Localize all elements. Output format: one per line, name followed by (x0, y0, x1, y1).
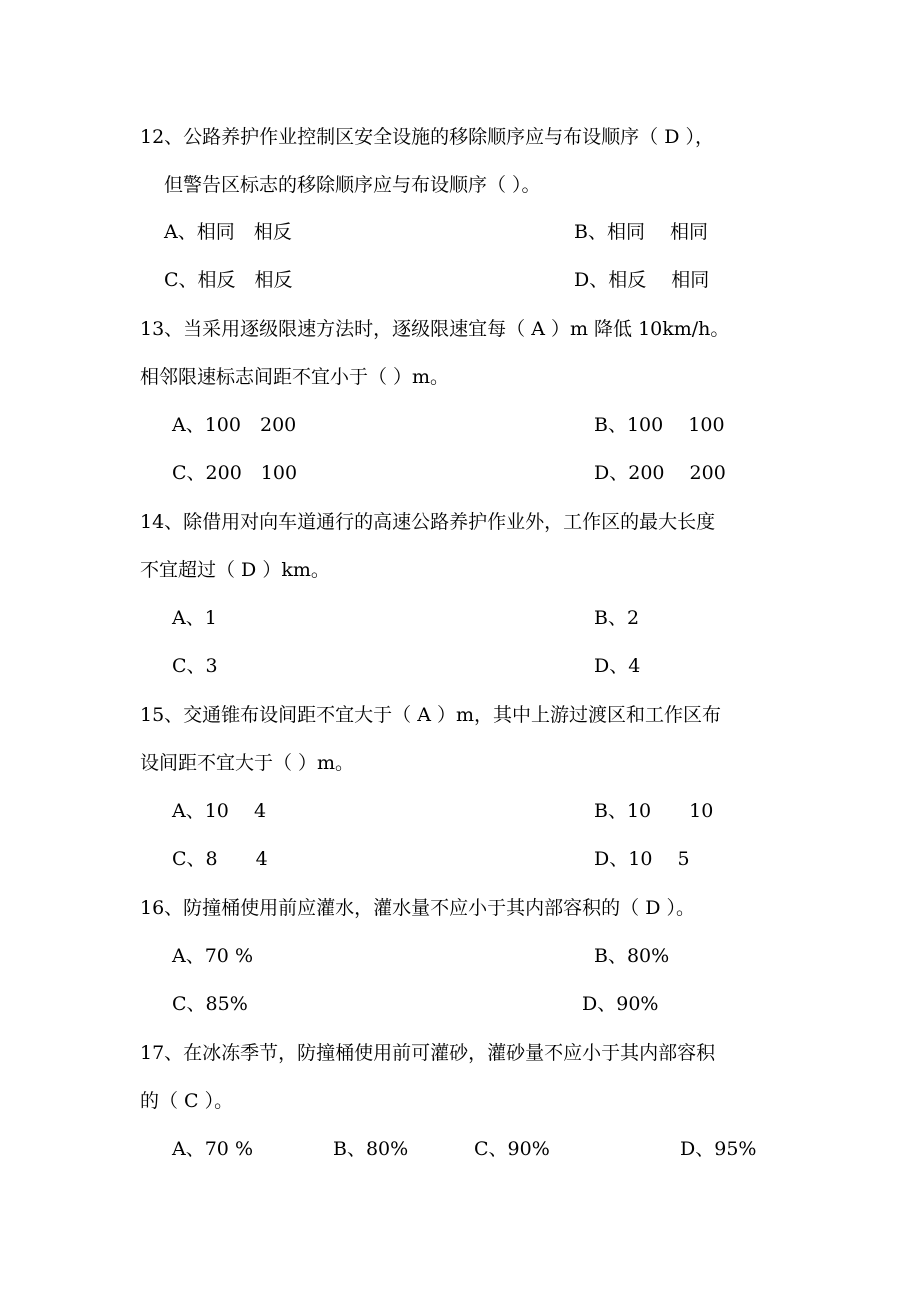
question-12-stem-line-2: 但警告区标志的移除顺序应与布设顺序（ ）。 (164, 174, 541, 196)
question-15-stem-line-2: 设间距不宜大于（ ）m。 (140, 752, 355, 774)
question-14-stem-line-1: 14、除借用对向车道通行的高速公路养护作业外，工作区的最大长度 (140, 511, 716, 533)
question-14-option-b: B、2 (594, 607, 640, 629)
question-14-option-c: C、3 (172, 655, 218, 677)
question-13-option-d: D、200 200 (594, 462, 726, 484)
question-13-option-c: C、200 100 (172, 462, 298, 484)
question-12-option-c: C、相反 相反 (164, 269, 293, 291)
question-14-option-d: D、4 (594, 655, 641, 677)
question-17-option-a: A、70 % (172, 1138, 253, 1160)
question-13-option-a: A、100 200 (172, 414, 297, 436)
question-16-option-c: C、85% (172, 993, 248, 1015)
question-12-option-b: B、相同 相同 (574, 221, 709, 243)
question-12-option-d: D、相反 相同 (574, 269, 710, 291)
question-14-stem-line-2: 不宜超过（ D ）km。 (140, 559, 330, 581)
question-17-option-d: D、95% (680, 1138, 757, 1160)
question-12-option-a: A、相同 相反 (164, 221, 292, 243)
question-16-stem-line-1: 16、防撞桶使用前应灌水，灌水量不应小于其内部容积的（ D ）。 (140, 897, 695, 919)
question-17-stem-line-2: 的（ C ）。 (140, 1090, 234, 1112)
question-17-option-b: B、80% (333, 1138, 409, 1160)
question-13-option-b: B、100 100 (594, 414, 725, 436)
question-17-option-c: C、90% (474, 1138, 550, 1160)
question-15-option-d: D、10 5 (594, 848, 690, 870)
question-16-option-b: B、80% (594, 945, 670, 967)
question-13-stem-line-2: 相邻限速标志间距不宜小于（ ）m。 (140, 366, 450, 388)
question-15-option-b: B、10 10 (594, 800, 714, 822)
question-15-option-c: C、8 4 (172, 848, 268, 870)
question-15-option-a: A、10 4 (172, 800, 267, 822)
question-15-stem-line-1: 15、交通锥布设间距不宜大于（ A ）m，其中上游过渡区和工作区布 (140, 704, 721, 726)
question-17-stem-line-1: 17、在冰冻季节，防撞桶使用前可灌砂，灌砂量不应小于其内部容积 (140, 1042, 716, 1064)
question-16-option-d: D、90% (582, 993, 659, 1015)
question-12-stem-line-1: 12、公路养护作业控制区安全设施的移除顺序应与布设顺序（ D ）， (140, 126, 714, 148)
question-16-option-a: A、70 % (172, 945, 253, 967)
question-13-stem-line-1: 13、当采用逐级限速方法时，逐级限速宜每（ A ）m 降低 10km/h。 (140, 318, 730, 340)
question-14-option-a: A、1 (172, 607, 217, 629)
